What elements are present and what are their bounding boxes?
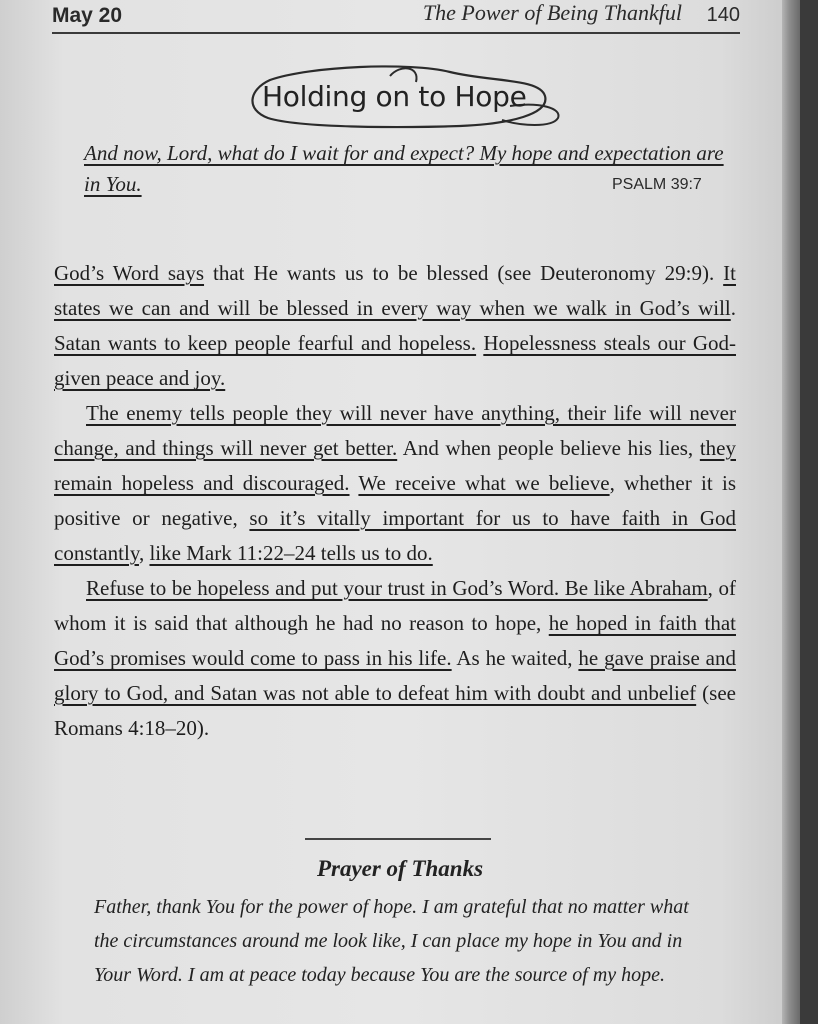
- underlined-phrase: Refuse to be hopeless and put your trust in God’s Word. Be like Abraham: [86, 576, 708, 600]
- header-book-title: The Power of Being Thankful: [422, 0, 682, 25]
- underlined-phrase: he gave praise and glory to God, and Satan was not able to defeat him with doubt and unbelief: [54, 646, 736, 705]
- body-text-run: (see Romans 4:18–20).: [54, 681, 736, 740]
- underlined-phrase: so it’s vitally important for us to have faith in God constantly: [54, 506, 737, 565]
- body-text-run: that He wants us to be blessed (see Deuteronomy 29:9).: [204, 261, 724, 285]
- header-date: May 20: [52, 4, 123, 27]
- prayer-heading: Prayer of Thanks: [316, 856, 484, 881]
- underlined-phrase: It states we can and will be blessed in every way when we walk in God’s will: [54, 261, 736, 320]
- underlined-phrase: We receive what we believe: [358, 471, 610, 495]
- body-paragraph-3: [54, 571, 736, 746]
- devotion-title: Holding on to Hope: [262, 80, 527, 113]
- underlined-phrase: they remain hopeless and discouraged.: [54, 436, 736, 495]
- body-text-run: , of whom it is said that although he had no reason to hope,: [54, 576, 736, 635]
- underlined-phrase: Satan wants to keep people fearful and hopeless.: [54, 331, 477, 355]
- section-divider: [305, 838, 491, 840]
- devotion-body: [54, 256, 736, 746]
- header-page-number: 140: [706, 4, 740, 26]
- underlined-phrase: God’s Word says: [54, 261, 205, 285]
- body-paragraph-2: [54, 396, 736, 571]
- body-text-run: .: [730, 296, 736, 320]
- body-text-run: , whether it is positive or negative,: [54, 471, 736, 530]
- body-text-run: ,: [138, 541, 150, 565]
- page-edge-shadow: [782, 0, 800, 1024]
- body-text-run: As he waited,: [451, 646, 579, 670]
- verse-reference: PSALM 39:7: [612, 176, 702, 193]
- body-text-run: And when people believe his lies,: [397, 436, 700, 460]
- verse-text: And now, Lord, what do I wait for and expect? My hope and expectation are in You.: [84, 141, 724, 196]
- underlined-phrase: like Mark 11:22–24 tells us to do.: [149, 541, 433, 565]
- underlined-phrase: Hopelessness steals our God-given peace and joy.: [54, 331, 736, 390]
- body-paragraph-1: [54, 256, 736, 396]
- running-header: [52, 2, 740, 34]
- underlined-phrase: The enemy tells people they will never have anything, their life will never change, and things will never get better.: [54, 401, 736, 460]
- prayer-text: Father, thank You for the power of hope. I am grateful that no matter what the circumstances around me look like, I can place my hope in You and in Your Word. I am at peace today because You are the source of my hope.: [94, 896, 689, 986]
- underlined-phrase: he hoped in faith that God’s promises would come to pass in his life.: [54, 611, 736, 670]
